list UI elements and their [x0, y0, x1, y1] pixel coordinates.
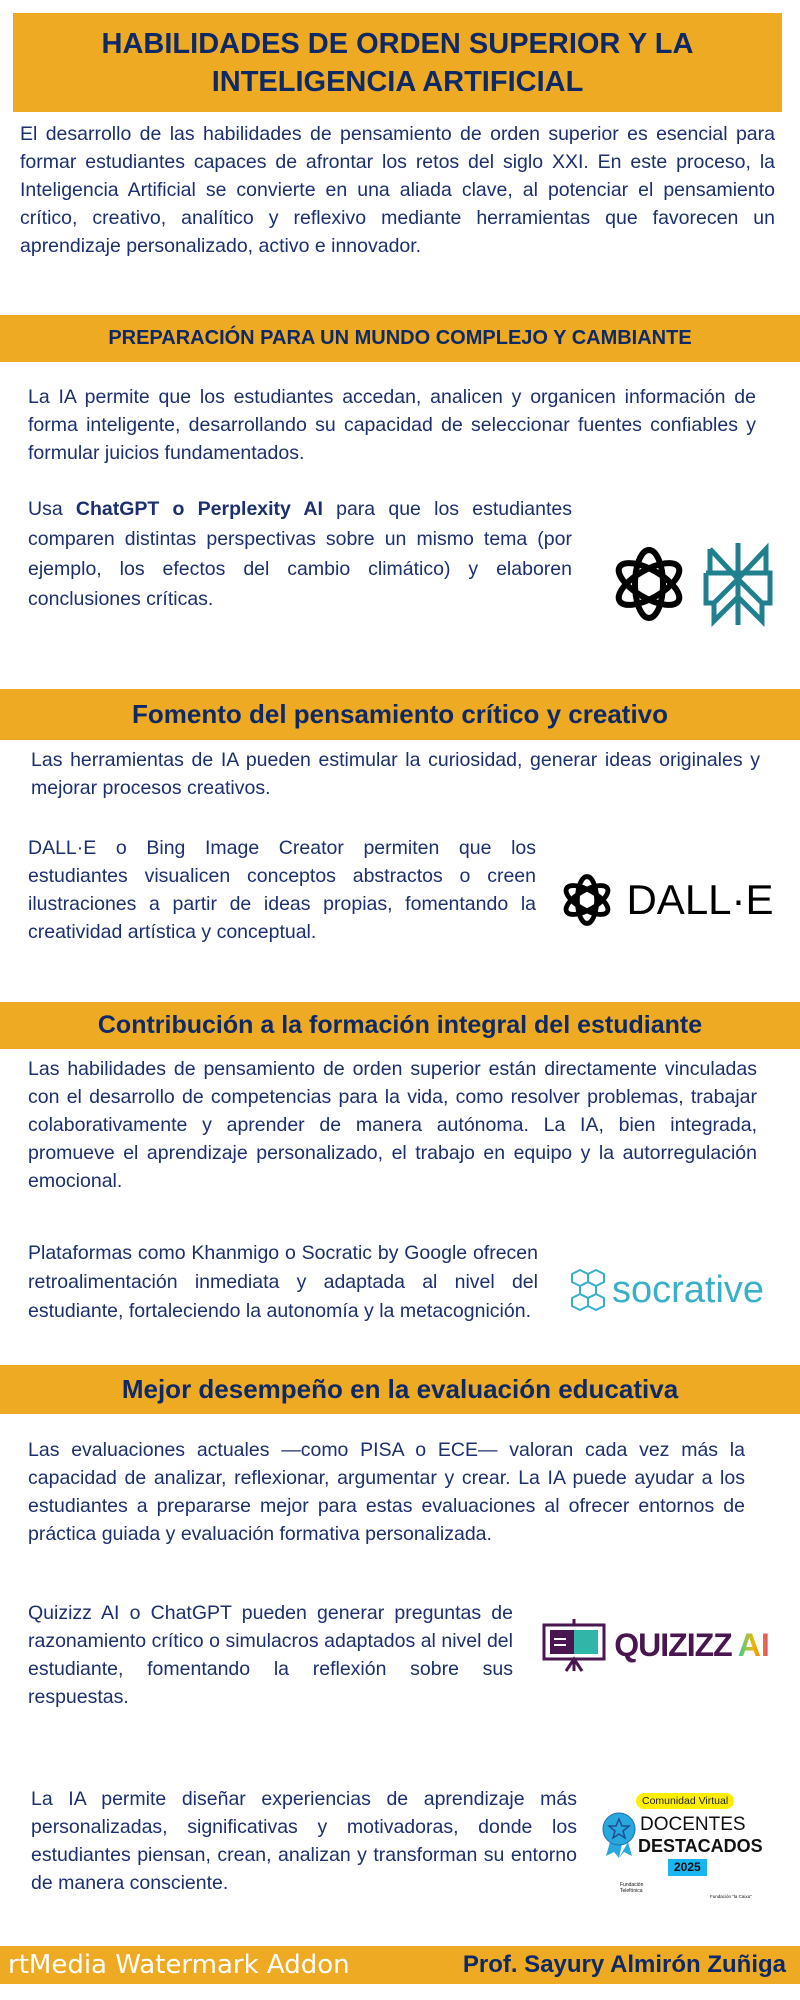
- badge-sponsor-telefonica: Fundación Telefónica: [620, 1882, 644, 1894]
- example-prefix: Usa: [28, 498, 76, 520]
- badge-top: Comunidad Virtual: [636, 1793, 734, 1809]
- section-heading: Fomento del pensamiento crítico y creativo: [131, 699, 669, 729]
- chatgpt-logo-icon: [604, 540, 694, 628]
- quizizz-ai-text: AI: [737, 1626, 770, 1663]
- hexagon-icon: [568, 1268, 608, 1312]
- section-text: La IA permite que los estudiantes accedan, analicen y organicen información de forma inteligente, desarrollando su capacidad de seleccionar fuentes confiables y formular juicios fundamentados.: [28, 386, 756, 464]
- badge-sponsor-caixa: Fundación "la Caixa": [710, 1894, 752, 1899]
- section-text: Las evaluaciones actuales —como PISA o ECE— valoran cada vez más la capacidad de analizar, reflexionar, argumentar y crear. La IA puede ayudar a los estudiantes a prepararse mejor para estas evaluaciones al ofrecer entornos de práctica guiada y evaluación formativa personalizada.: [28, 1439, 745, 1545]
- perplexity-logo-icon: [700, 540, 775, 628]
- dalle-logo: [555, 868, 777, 932]
- section-header-fomento: [0, 689, 800, 740]
- section-text: Las herramientas de IA pueden estimular la curiosidad, generar ideas originales y mejorar procesos creativos.: [31, 749, 760, 799]
- page-title: HABILIDADES DE ORDEN SUPERIOR Y LA INTELIGENCIA ARTIFICIAL: [101, 27, 694, 98]
- section-heading: Mejor desempeño en la evaluación educativa: [121, 1374, 679, 1404]
- section-text: Las habilidades de pensamiento de orden superior están directamente vinculadas con el desarrollo de competencias para la vida, como resolver problemas, trabajar colaborativamente y aprender de manera autónoma. La IA, bien integrada, promueve el aprendizaje personalizado, el trabajo en equipo y la autorregulación emocional.: [28, 1058, 757, 1192]
- quizizz-logo: [533, 1616, 777, 1674]
- section-example: DALL·E o Bing Image Creator permiten que los estudiantes visualicen conceptos abstractos o creen ilustraciones a partir de ideas propias, fomentando la creatividad artística y conceptual.: [28, 837, 536, 943]
- docentes-destacados-badge: [600, 1788, 772, 1910]
- section-example: Plataformas como Khanmigo o Socratic by Google ofrecen retroalimentación inmediata y adaptada al nivel del estudiante, fortaleciendo la autonomía y la metacognición.: [28, 1242, 538, 1322]
- closing-paragraph: La IA permite diseñar experiencias de aprendizaje más personalizadas, significativas y motivadoras, donde los estudiantes piensan, crean, analizan y transforman su entorno de manera consciente.: [31, 1788, 577, 1894]
- title-banner: [13, 13, 782, 112]
- openai-icon: [558, 871, 616, 929]
- socrative-logo-text: socrative: [611, 1268, 765, 1311]
- badge-line2: DESTACADOS: [638, 1836, 763, 1856]
- ribbon-medal-icon: [602, 1812, 636, 1858]
- presentation-icon: [540, 1617, 608, 1673]
- badge-line1: DOCENTES: [640, 1814, 746, 1835]
- intro-paragraph: El desarrollo de las habilidades de pensamiento de orden superior es esencial para formar estudiantes capaces de afrontar los retos del siglo XXI. En este proceso, la Inteligencia Artificial se convierte en una aliada clave, al potenciar el pensamiento crítico, creativo, analítico y reflexivo mediante herramientas que favorecen un aprendizaje personalizado, activo e innovador.: [20, 123, 775, 257]
- section-heading: PREPARACIÓN PARA UN MUNDO COMPLEJO Y CAMBIANTE: [108, 327, 692, 349]
- quizizz-logo-text: QUIZIZZ: [614, 1626, 732, 1663]
- socrative-logo: [558, 1265, 774, 1315]
- section-example: [28, 494, 572, 614]
- section-header-desempeno: [0, 1365, 800, 1414]
- watermark-text: rtMedia Watermark Addon: [8, 1950, 350, 1980]
- author-name: Prof. Sayury Almirón Zuñiga: [462, 1951, 786, 1978]
- section-header-preparacion: [0, 315, 800, 362]
- section-heading: Contribución a la formación integral del estudiante: [97, 1011, 703, 1039]
- footer-bar: [0, 1946, 800, 1984]
- section-example: Quizizz AI o ChatGPT pueden generar preguntas de razonamiento crítico o simulacros adaptados al nivel del estudiante, fomentando la reflexión sobre sus respuestas.: [28, 1602, 513, 1708]
- dalle-logo-text: DALL·E: [626, 876, 774, 923]
- example-rest: para que los estudiantes comparen distintas perspectivas sobre un mismo tema (por ejemplo, los efectos del cambio climático) y elaboren conclusiones críticas.: [28, 498, 572, 610]
- badge-year: 2025: [668, 1859, 707, 1876]
- section-header-contribucion: [0, 1002, 800, 1049]
- example-tools: ChatGPT o Perplexity AI: [75, 498, 323, 520]
